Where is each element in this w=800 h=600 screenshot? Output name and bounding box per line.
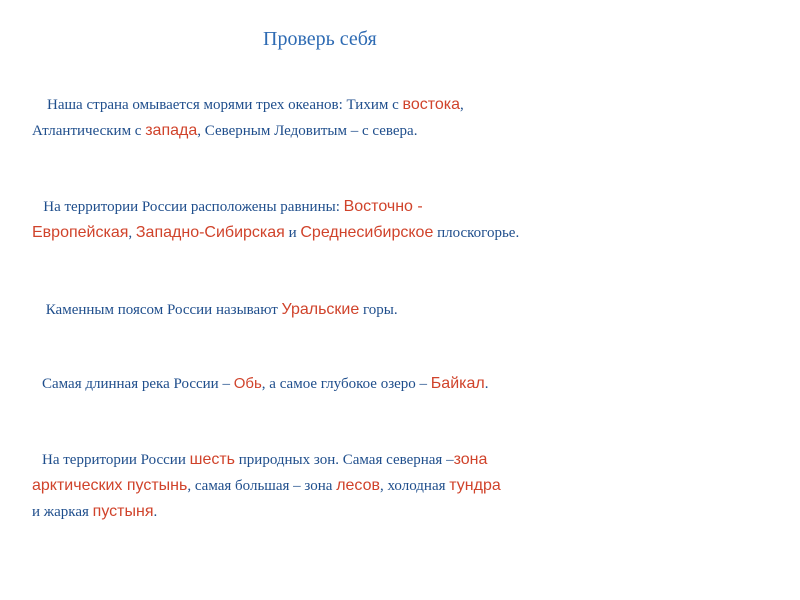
paragraph-line [32,371,488,397]
text: , Северным Ледовитым – с севера. [197,123,418,139]
highlight-six: шесть [189,451,236,468]
highlight-baikal: Байкал [430,375,485,392]
paragraph-natural-zones [32,447,501,525]
highlight-central-siberian-plateau: Среднесибирское [300,224,434,241]
text: На территории России [42,452,190,468]
paragraph-line [32,447,501,473]
text: , холодная [380,478,450,494]
text: Атлантическим с [32,123,146,139]
highlight-arctic-desert-zone: арктических пустынь [32,477,188,494]
text: , [460,97,464,113]
page-title: Проверь себя [263,28,377,50]
text: , самая большая – зона [187,478,337,494]
highlight-plain-east-european: Восточно - [343,198,423,215]
highlight-plain-east-european: Европейская [32,224,129,241]
text: и жаркая [32,504,93,520]
text: На территории России расположены равнины: [43,199,344,215]
text: Самая длинная река России – [42,376,234,392]
text: природных зон. Самая северная – [235,452,454,468]
paragraph-river-lake [32,371,488,397]
text: , [128,225,136,241]
text: Каменным поясом России называют [45,302,282,318]
text: . [484,376,489,392]
paragraph-line [32,118,464,144]
highlight-forests: лесов [336,477,380,494]
highlight-plain-west-siberian: Западно-Сибирская [135,224,285,241]
paragraph-line [32,473,501,499]
highlight-tundra: тундра [449,477,501,494]
paragraph-line [32,194,519,220]
highlight-east: востока [402,96,461,113]
text: и [284,225,301,241]
text: горы. [359,302,398,318]
text: плоскогорье. [433,225,520,241]
paragraph-mountains [32,297,398,323]
paragraph-line [32,297,398,323]
paragraph-line [32,92,464,118]
paragraph-oceans [32,92,464,144]
highlight-ob: Обь [233,375,262,392]
paragraph-plains [32,194,519,246]
highlight-arctic-desert-zone: зона [453,451,488,468]
highlight-ural: Уральские [281,301,360,318]
text: , а самое глубокое озеро – [261,376,431,392]
text: Наша страна омывается морями трех океанов: Тихим с [47,97,403,113]
highlight-west: запада [145,122,198,139]
paragraph-line [32,499,501,525]
highlight-desert: пустыня [92,503,154,520]
paragraph-line [32,220,519,246]
text: . [153,504,158,520]
